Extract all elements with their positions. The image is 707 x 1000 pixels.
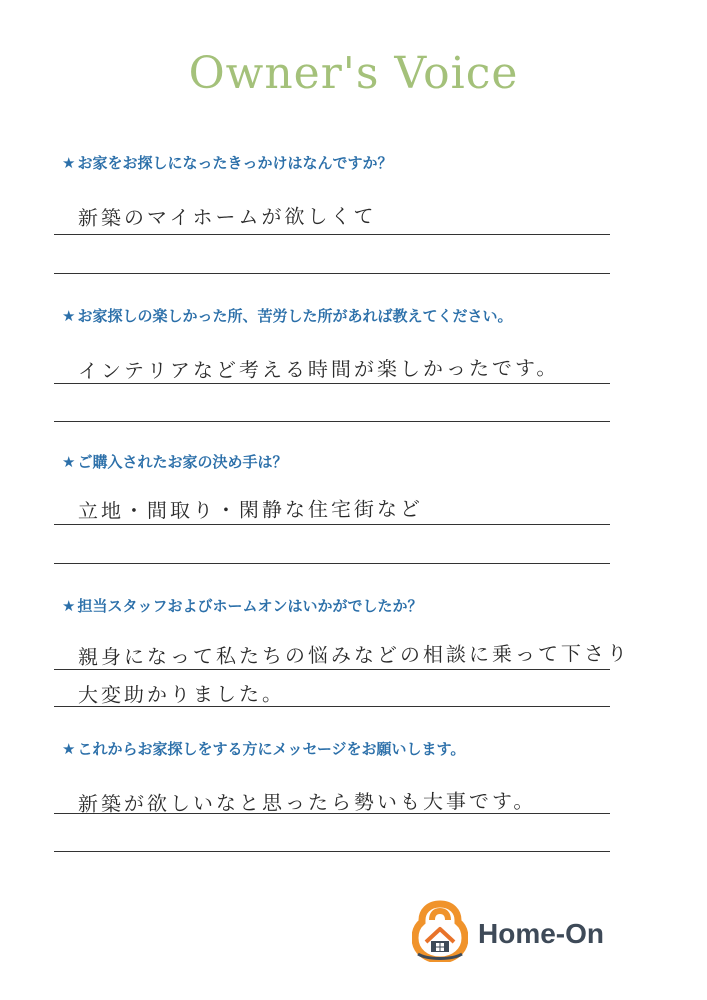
logo-text: Home-On xyxy=(478,918,604,949)
star-icon: ★ xyxy=(62,154,76,172)
answer-1-line-1: 新築のマイホームが欲しくて xyxy=(77,203,377,231)
answer-4-line-1: 親身になって私たちの悩みなどの相談に乗って下さり xyxy=(77,641,630,669)
question-1 xyxy=(62,152,392,173)
answer-3-line-1: 立地・間取り・閑静な住宅街など xyxy=(77,496,423,523)
page-title: Owner's Voice xyxy=(188,48,519,99)
question-text: これからお家探しをする方にメッセージをお願いします。 xyxy=(77,740,466,758)
question-text: お家探しの楽しかった所、苦労した所があれば教えてください。 xyxy=(77,307,513,325)
answer-rule xyxy=(54,563,610,564)
answer-2-line-1: インテリアなど考える時間が楽しかったです。 xyxy=(77,355,560,384)
question-text: ご購入されたお家の決め手は？ xyxy=(77,453,288,471)
answer-5-line-1: 新築が欲しいなと思ったら勢いも大事です。 xyxy=(77,788,537,816)
star-icon: ★ xyxy=(62,453,76,471)
answer-rule xyxy=(54,851,610,852)
answer-rule xyxy=(54,669,610,670)
question-2 xyxy=(62,305,512,326)
answer-rule xyxy=(54,383,610,384)
answer-rule xyxy=(54,706,610,707)
answer-4-line-2: 大変助かりました。 xyxy=(77,681,285,707)
question-text: 担当スタッフおよびホームオンはいかがでしたか？ xyxy=(77,597,423,615)
question-text: お家をお探しになったきっかけはなんですか？ xyxy=(77,154,393,172)
question-3 xyxy=(62,451,287,472)
home-on-logo xyxy=(412,898,652,968)
star-icon: ★ xyxy=(62,307,76,325)
answer-rule xyxy=(54,273,610,274)
answer-rule xyxy=(54,524,610,525)
question-5 xyxy=(62,738,465,759)
home-on-logo-icon xyxy=(412,898,468,962)
answer-rule xyxy=(54,421,610,422)
star-icon: ★ xyxy=(62,597,76,615)
question-4 xyxy=(62,595,422,616)
answer-rule xyxy=(54,813,610,814)
answer-rule xyxy=(54,234,610,235)
star-icon: ★ xyxy=(62,740,76,758)
